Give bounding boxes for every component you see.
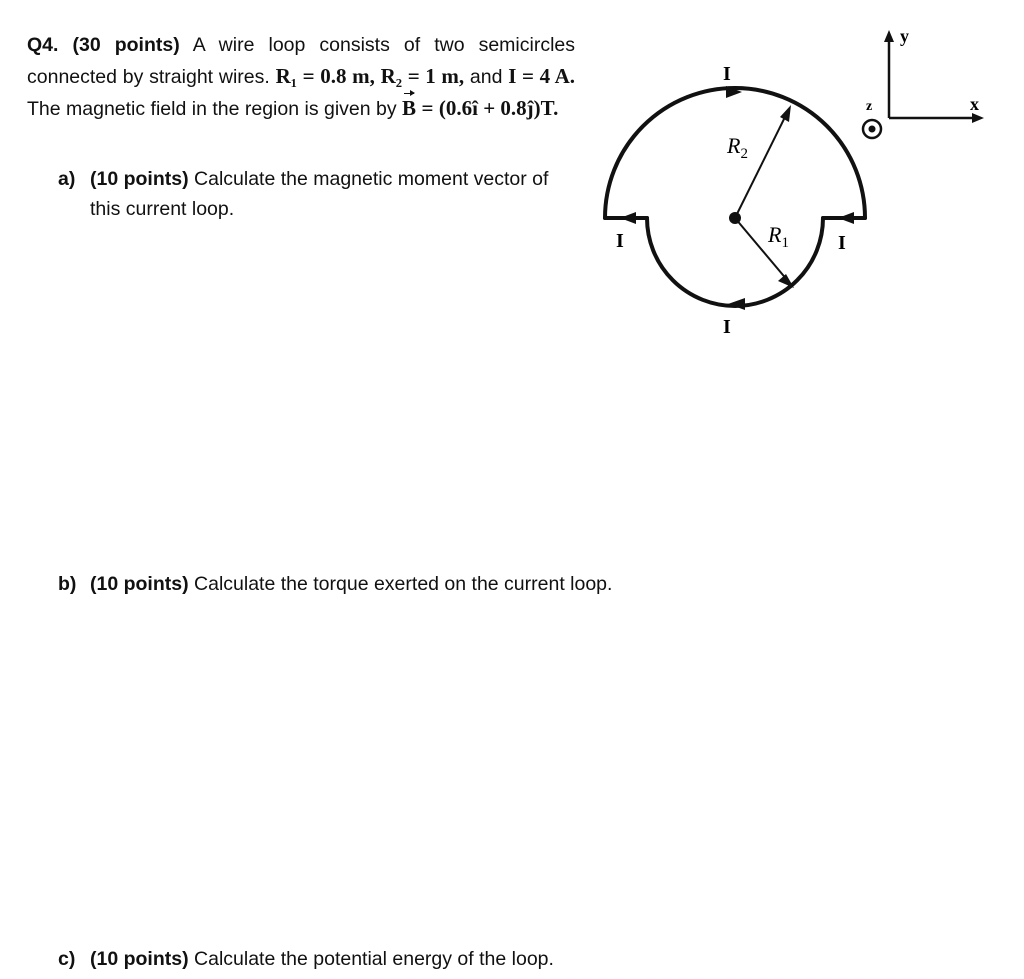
and-word: and (469, 66, 503, 88)
current-label-right: I (838, 232, 846, 254)
current-label-bottom: I (723, 316, 731, 338)
part-b-label: b) (58, 573, 77, 595)
radius-r2-arrowhead (780, 105, 791, 122)
radius-r1-label: $R_1$ (768, 222, 789, 251)
part-c-text: Calculate the potential energy of the loop. (194, 948, 554, 970)
radius-r1-arrowhead (778, 274, 794, 288)
question-text-2: The magnetic field in the region is given by (27, 98, 397, 120)
x-axis-arrow-icon (972, 113, 984, 123)
current-label-top: I (723, 63, 731, 85)
radius-r2-line (735, 113, 787, 218)
arrow-bottom-icon (728, 298, 745, 310)
question-points: (30 points) (72, 34, 180, 56)
arrow-left-icon (620, 212, 636, 224)
question-number: Q4. (27, 34, 59, 56)
b-equals: = (421, 96, 434, 120)
loop-center-dot (729, 212, 741, 224)
arrow-right-icon (838, 212, 854, 224)
z-axis-dot-icon (869, 126, 876, 133)
current-expression: I = 4 A. (508, 64, 575, 88)
part-c-label: c) (58, 948, 76, 970)
small-semicircle (647, 218, 823, 306)
b-field-value: (0.6î + 0.8ĵ)T. (438, 96, 559, 120)
r2-expression: R₂ = 1 m, (380, 64, 465, 88)
r1-expression: R₁ = 0.8 m, (275, 64, 375, 88)
axis-y-label: y (900, 26, 909, 46)
question-text-1: A wire loop consists of two semicircles connected by straight wires. (27, 34, 576, 88)
part-a-points: (10 points) (90, 168, 189, 190)
current-label-left: I (616, 230, 624, 252)
radius-r2-label: $R_2$ (727, 133, 748, 162)
axis-z-label: z (866, 99, 873, 114)
axis-x-label: x (970, 94, 979, 114)
part-b-text: Calculate the torque exerted on the current loop. (194, 573, 613, 595)
part-a-text-2: this current loop. (90, 198, 235, 220)
part-c-points: (10 points) (90, 948, 189, 970)
y-axis-arrow-icon (884, 30, 894, 42)
part-b-points: (10 points) (90, 573, 189, 595)
part-a-label: a) (58, 168, 76, 190)
b-vector-symbol: B (402, 93, 416, 124)
part-a-text-1: Calculate the magnetic moment vector of (194, 168, 549, 190)
